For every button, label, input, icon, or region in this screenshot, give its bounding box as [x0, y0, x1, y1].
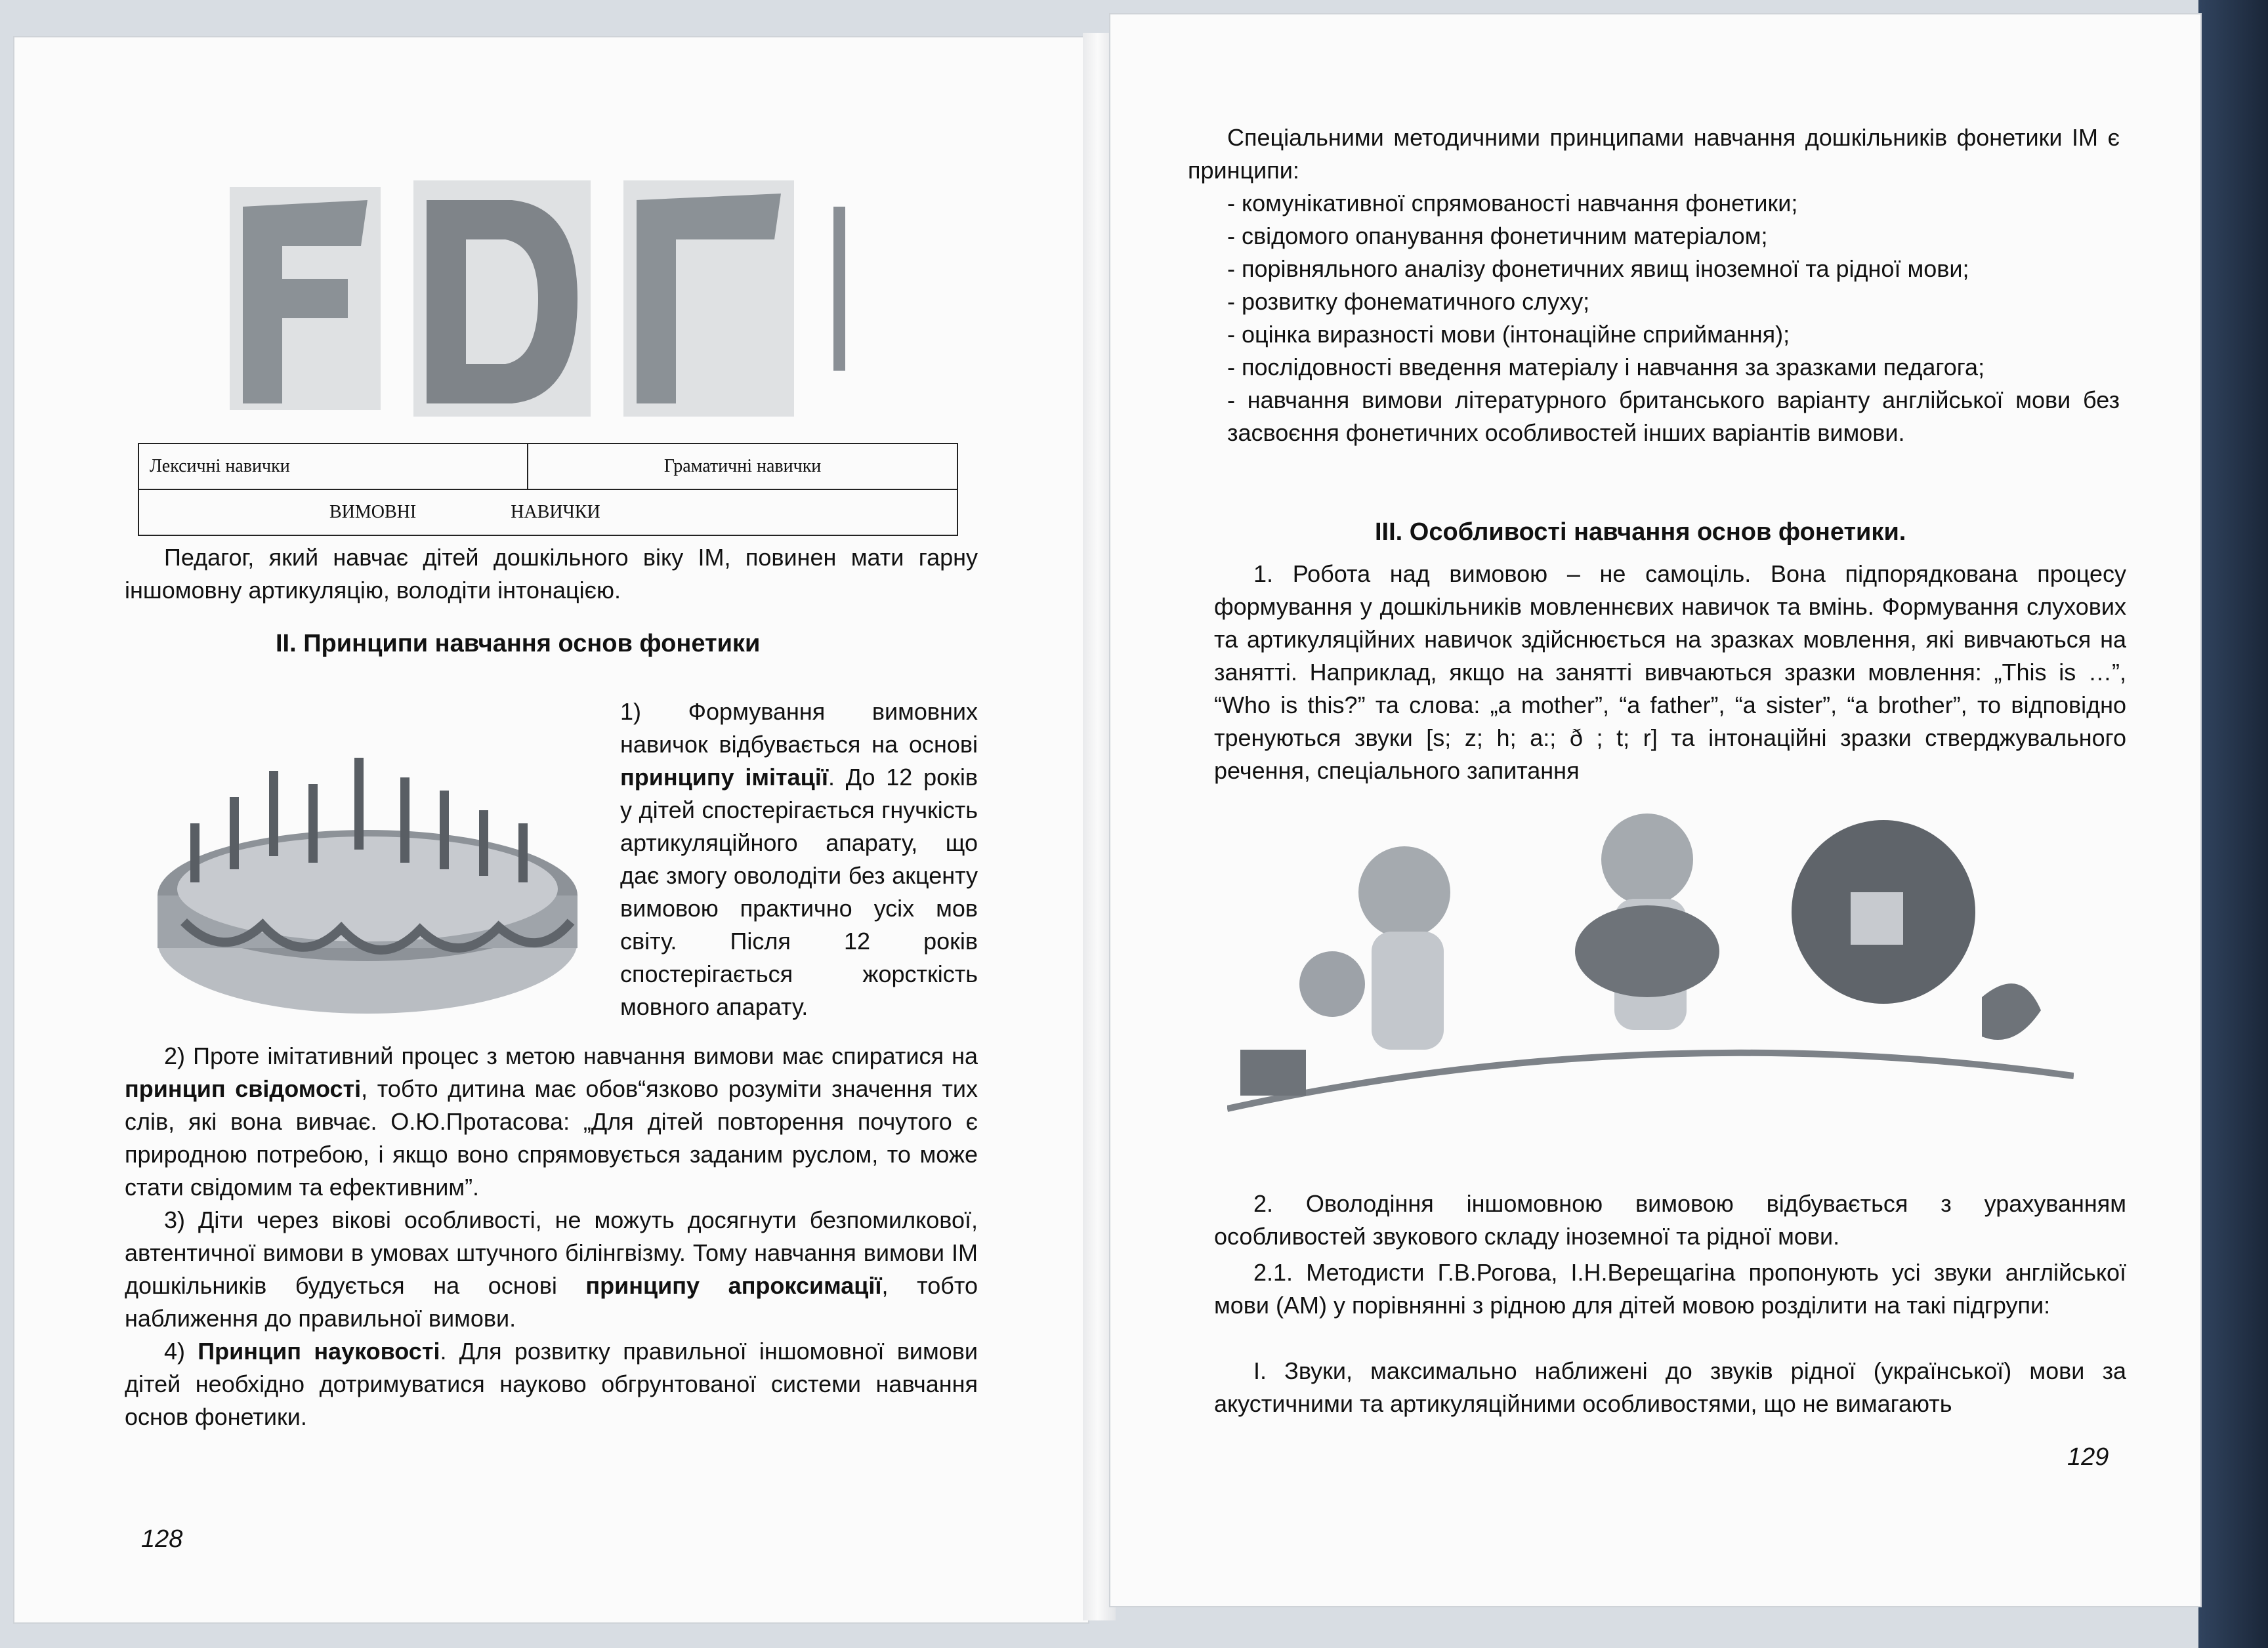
principle-consciousness-text-c: , тобто дитина має обов“язково розуміти значення тих слів, які вона вивчає. О.Ю.Протасова: „Для дітей повторення почутого є природною потребою, і якщо воно спрямовується заданим руслом, то може стати свідомим та ефективним”.: [125, 1075, 978, 1201]
principle-consciousness-paragraph: [125, 1040, 978, 1204]
principles-list-item: - свідомого опанування фонетичним матеріалом;: [1227, 222, 1768, 249]
principles-list: [1227, 187, 2120, 449]
left-page-number: 128: [141, 1525, 183, 1553]
principle-approximation-paragraph: [125, 1204, 978, 1335]
principle-approximation-text-a: 3) Діти через вікові особливості, не можуть досягнути безпомилкової, автентичної вимови в умовах штучного білінгвізму. Тому навчання вимови ІМ дошкільників будується на основі: [125, 1206, 978, 1299]
skills-table: [138, 443, 958, 536]
principles-list-item: - навчання вимови літературного британського варіанту англійської мови без засвоєння фонетичних особливостей інших варіантів вимови.: [1227, 386, 2120, 446]
principle-scientific-text-c: . Для розвитку правильної іншомовної вимови дітей необхідно дотримуватися науково обгрунтованої системи навчання основ фонетики.: [125, 1338, 978, 1430]
children-illustration: [1227, 800, 2074, 1168]
sound-composition-paragraph: 2. Оволодіння іншомовною вимовою відбувається з урахуванням особливостей звукового складу іноземної та рідної мови.: [1214, 1190, 2126, 1250]
pronunciation-word-2: НАВИЧКИ: [511, 502, 600, 522]
principle-imitation-text-a: 1) Формування вимовних навичок відбувається на основі: [620, 698, 978, 758]
methodists-paragraph: 2.1. Методисти Г.В.Рогова, І.Н.Верещагіна пропонують усі звуки англійської мови (АМ) у порівнянні з рідною для дітей мовою розділити на такі підгрупи:: [1214, 1259, 2126, 1319]
principle-imitation-paragraph: [620, 695, 978, 1023]
book-edge: [2198, 0, 2268, 1648]
principles-list-item: - послідовності введення матеріалу і навчання за зразками педагога;: [1227, 354, 1985, 381]
right-intro-paragraph: Спеціальними методичними принципами навчання дошкільників фонетики ІМ є принципи:: [1188, 124, 2120, 184]
pronunciation-work-paragraph: 1. Робота над вимовою – не самоціль. Вона підпорядкована процесу формування у дошкільників мовленнєвих навичок та вмінь. Формування слухових та артикуляційних навичок здійснюється на зразках мовлення, які вивчаються на занятті. Наприклад, якщо на занятті вивчаються зразки мовлення: „This is …”, “Who is this?” та слова: „a mother”, “a father”, “a sister”, “a brother”, то відповідно тренуються звуки [s; z; h; a:; ð ; t; r] та інтонаційні зразки стверджувального речення, спеціального запитання: [1214, 560, 2126, 784]
right-page-number: 129: [2067, 1443, 2109, 1471]
principle-imitation-text-c: . До 12 років у дітей спостерігається гнучкість артикуляційного апарату, що дає змогу оволодіти без акценту вимовою практично усіх мов світу. Після 12 років спостерігається жорсткість мовного апарату.: [620, 764, 978, 1020]
pronunciation-skills-cell: [138, 489, 957, 535]
principle-scientific-paragraph: [125, 1335, 978, 1433]
right-section-title: III. Особливості навчання основ фонетики.: [1375, 518, 1906, 546]
intro-paragraph: Педагог, який навчає дітей дошкільного віку ІМ, повинен мати гарну іншомовну артикуляцію, володіти інтонацією.: [125, 544, 978, 604]
principle-scientific-term: Принцип науковості: [198, 1338, 440, 1365]
principle-imitation-term: принципу імітації: [620, 764, 828, 791]
principle-approximation-text-c: , тобто наближення до правильної вимови.: [125, 1272, 978, 1332]
letters-illustration: [203, 148, 892, 449]
principles-list-item: - розвитку фонематичного слуху;: [1227, 288, 1590, 315]
principles-list-item: - комунікативної спрямованості навчання фонетики;: [1227, 190, 1798, 216]
lexical-skills-cell: Лексичні навички: [138, 443, 528, 489]
principle-consciousness-text-a: 2) Проте імітативний процес з метою навчання вимови має спиратися на: [164, 1042, 978, 1069]
principle-scientific-text-a: 4): [164, 1338, 198, 1365]
birthday-cake-illustration: [144, 745, 591, 1040]
left-page: [13, 36, 1089, 1624]
pronunciation-word-1: ВИМОВНІ: [329, 502, 417, 522]
section-title: II. Принципи навчання основ фонетики: [276, 630, 761, 657]
principle-approximation-term: принципу апроксимації: [585, 1272, 882, 1299]
sound-group-paragraph: І. Звуки, максимально наближені до звуків рідної (української) мови за акустичними та артикуляційними особливостями, що не вимагають: [1214, 1357, 2126, 1417]
grammatical-skills-cell: Граматичні навички: [528, 443, 957, 489]
principles-list-item: - оцінка виразності мови (інтонаційне сприймання);: [1227, 321, 1790, 348]
right-page: [1109, 13, 2202, 1607]
principle-consciousness-term: принцип свідомості: [125, 1075, 362, 1102]
principles-list-item: - порівняльного аналізу фонетичних явищ іноземної та рідної мови;: [1227, 255, 1969, 282]
